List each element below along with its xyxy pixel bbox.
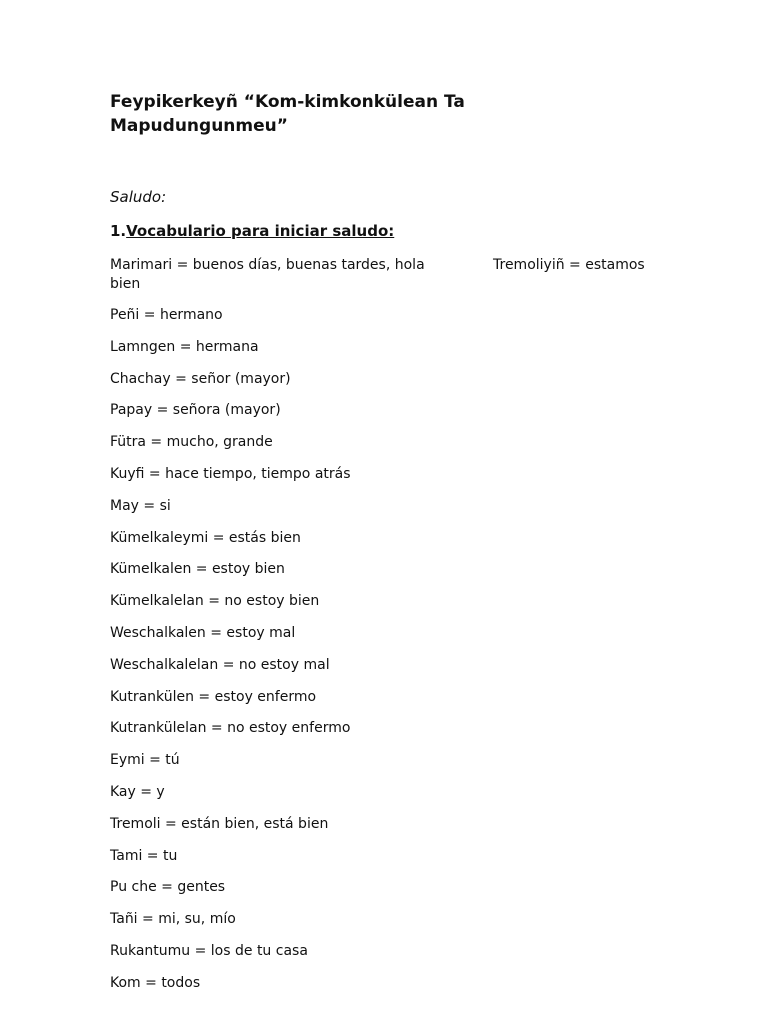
list-item: Eymi = tú [110,752,180,769]
entry-tremoliyin-wrap: bien [110,276,141,292]
list-item: Kom = todos [110,974,201,991]
list-item: Tremoli = están bien, está bien [110,815,329,832]
list-item: Kümelkalelan = no estoy bien [110,593,320,610]
subheading-text: Vocabulario para iniciar saludo: [126,222,395,240]
list-item: Weschalkalelan = no estoy mal [110,656,330,673]
list-item: Rukantumu = los de tu casa [110,942,308,959]
section-label: Saludo: [110,188,167,206]
entry-tremoliyin: Tremoliyiñ = estamos [493,257,645,273]
list-item: May = si [110,497,171,514]
vocabulary-list [110,306,351,1006]
list-item: Kümelkalen = estoy bien [110,561,285,578]
list-item: Kay = y [110,783,165,800]
list-item: Kutrankülen = estoy enfermo [110,688,317,705]
list-item: Lamngen = hermana [110,338,259,355]
list-item: Papay = señora (mayor) [110,402,281,419]
list-item: Peñi = hermano [110,307,223,323]
list-item: Pu che = gentes [110,879,226,896]
subheading-number: 1. [110,222,127,240]
document-title: Feypikerkeyñ “Kom-kimkonkülean Ta Mapudungunmeu” [110,92,465,136]
list-item: Kuyfi = hace tiempo, tiempo atrás [110,465,351,482]
list-item: Chachay = señor (mayor) [110,370,291,387]
list-item: Kutrankülelan = no estoy enfermo [110,720,351,737]
list-item: Tañi = mi, su, mío [110,911,236,928]
list-item: Tami = tu [110,847,178,864]
list-item: Fütra = mucho, grande [110,434,273,451]
vocabulary-subheading [110,222,394,240]
list-item: Weschalkalen = estoy mal [110,624,296,641]
list-item: Kümelkaleymi = estás bien [110,529,301,546]
entry-marimari: Marimari = buenos días, buenas tardes, hola [110,257,425,273]
